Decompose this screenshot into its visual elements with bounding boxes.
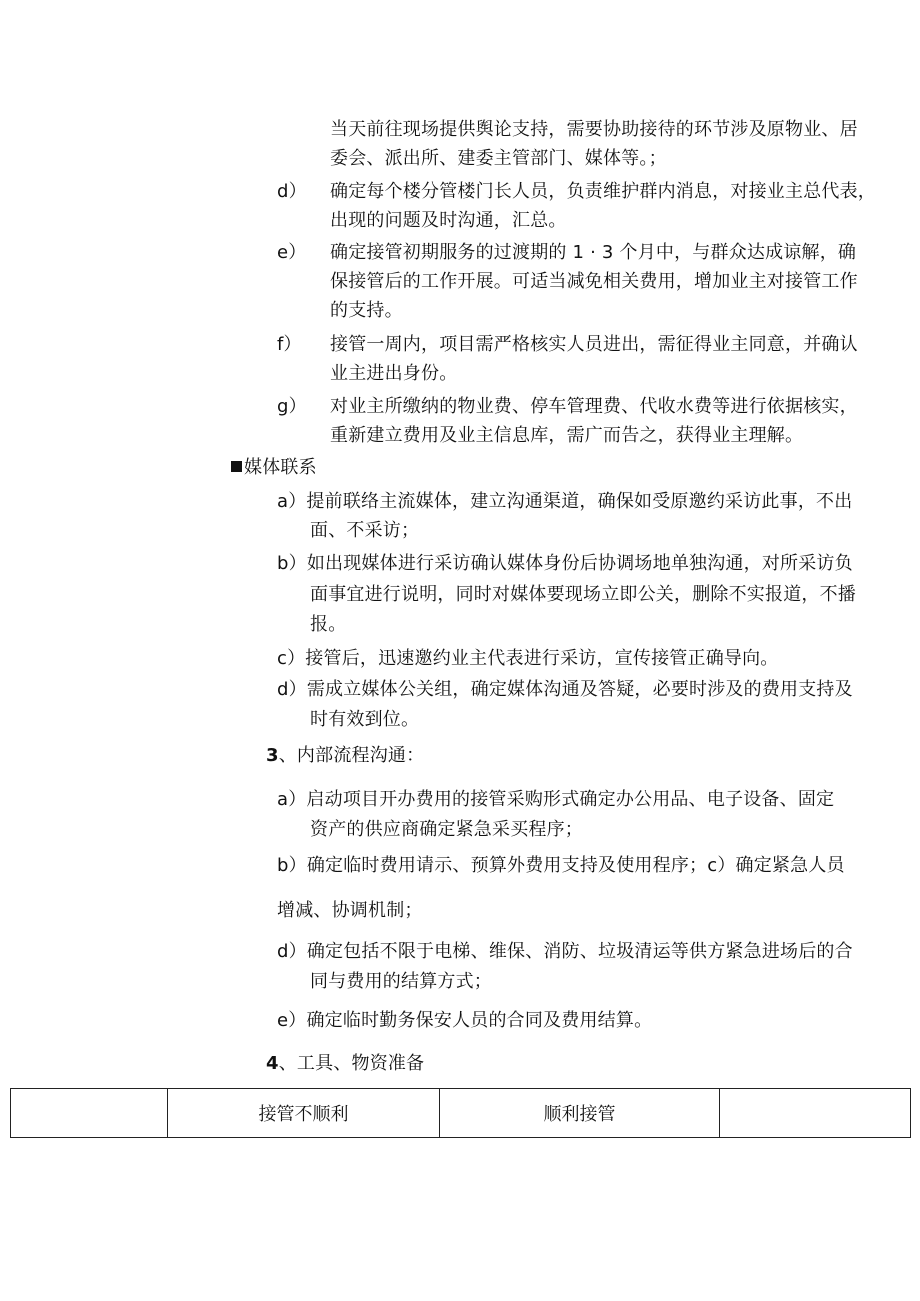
table-header-smooth: 顺利接管 xyxy=(440,1089,720,1138)
list-item-g-line2: 重新建立费用及业主信息库，需广而告之，获得业主理解。 xyxy=(330,425,804,446)
section-3-number: 3 xyxy=(266,745,279,766)
paragraph-line: 当天前往现场提供舆论支持，需要协助接待的环节涉及原物业、居 xyxy=(330,119,858,140)
media-item-d-line1: d）需成立媒体公关组，确定媒体沟通及答疑，必要时涉及的费用支持及 xyxy=(277,679,853,700)
section-4-number: 4 xyxy=(266,1053,279,1074)
tools-table xyxy=(10,1088,911,1138)
media-heading xyxy=(231,456,317,480)
list-item-f-line1: 接管一周内，项目需严格核实人员进出，需征得业主同意，并确认 xyxy=(330,334,858,355)
section-3-item-d-line2: 同与费用的结算方式； xyxy=(310,971,492,992)
section-3-title: 、内部流程沟通： xyxy=(278,745,425,766)
list-item-g-line1: 对业主所缴纳的物业费、停车管理费、代收水费等进行依据核实， xyxy=(330,396,858,417)
media-item-b-line2: 面事宜进行说明，同时对媒体要现场立即公关，删除不实报道，不播 xyxy=(310,584,856,605)
square-bullet-icon xyxy=(231,461,242,472)
section-4-title: 、工具、物资准备 xyxy=(278,1053,425,1074)
list-marker: e） xyxy=(277,242,307,263)
section-3-item-bc-line1: b）确定临时费用请示、预算外费用支持及使用程序；c）确定紧急人员 xyxy=(277,855,845,876)
table-cell-empty-left xyxy=(11,1089,168,1138)
list-item-e-line1: 确定接管初期服务的过渡期的 1 · 3 个月中，与群众达成谅解，确 xyxy=(330,242,857,263)
table-header-not-smooth: 接管不顺利 xyxy=(168,1089,440,1138)
list-item-e-line3: 的支持。 xyxy=(330,300,403,321)
list-item-e-line2: 保接管后的工作开展。可适当减免相关费用，增加业主对接管工作 xyxy=(330,271,858,292)
section-3-item-e-line1: e）确定临时勤务保安人员的合同及费用结算。 xyxy=(277,1010,653,1031)
list-marker: d） xyxy=(277,181,307,202)
list-marker: f） xyxy=(277,334,302,355)
section-3-item-a-line1: a）启动项目开办费用的接管采购形式确定办公用品、电子设备、固定 xyxy=(277,789,835,810)
section-3-item-a-line2: 资产的供应商确定紧急采买程序； xyxy=(310,819,583,840)
list-item-f-line2: 业主进出身份。 xyxy=(330,363,458,384)
media-heading-text: 媒体联系 xyxy=(244,457,317,478)
media-item-b-line1: b）如出现媒体进行采访确认媒体身份后协调场地单独沟通，对所采访负 xyxy=(277,553,853,574)
media-item-c-line1: c）接管后，迅速邀约业主代表进行采访，宣传接管正确导向。 xyxy=(277,648,779,669)
list-item-d-line2: 出现的问题及时沟通，汇总。 xyxy=(330,210,567,231)
section-3-item-bc-line2: 增减、协调机制； xyxy=(277,900,423,921)
list-item-d-line1: 确定每个楼分管楼门长人员，负责维护群内消息，对接业主总代表， xyxy=(330,181,876,202)
section-4-heading xyxy=(266,1052,424,1076)
section-3-item-d-line1: d）确定包括不限于电梯、维保、消防、垃圾清运等供方紧急进场后的合 xyxy=(277,941,853,962)
media-item-a-line1: a）提前联络主流媒体，建立沟通渠道，确保如受原邀约采访此事，不出 xyxy=(277,491,853,512)
media-item-a-line2: 面、不采访； xyxy=(310,520,420,541)
media-item-d-line2: 时有效到位。 xyxy=(310,709,420,730)
list-marker: g） xyxy=(277,396,307,417)
table-row xyxy=(11,1089,911,1138)
paragraph-line: 委会、派出所、建委主管部门、媒体等。； xyxy=(330,148,667,169)
media-item-b-line3: 报。 xyxy=(310,614,347,635)
section-3-heading xyxy=(266,744,424,768)
table-cell-empty-right xyxy=(720,1089,911,1138)
